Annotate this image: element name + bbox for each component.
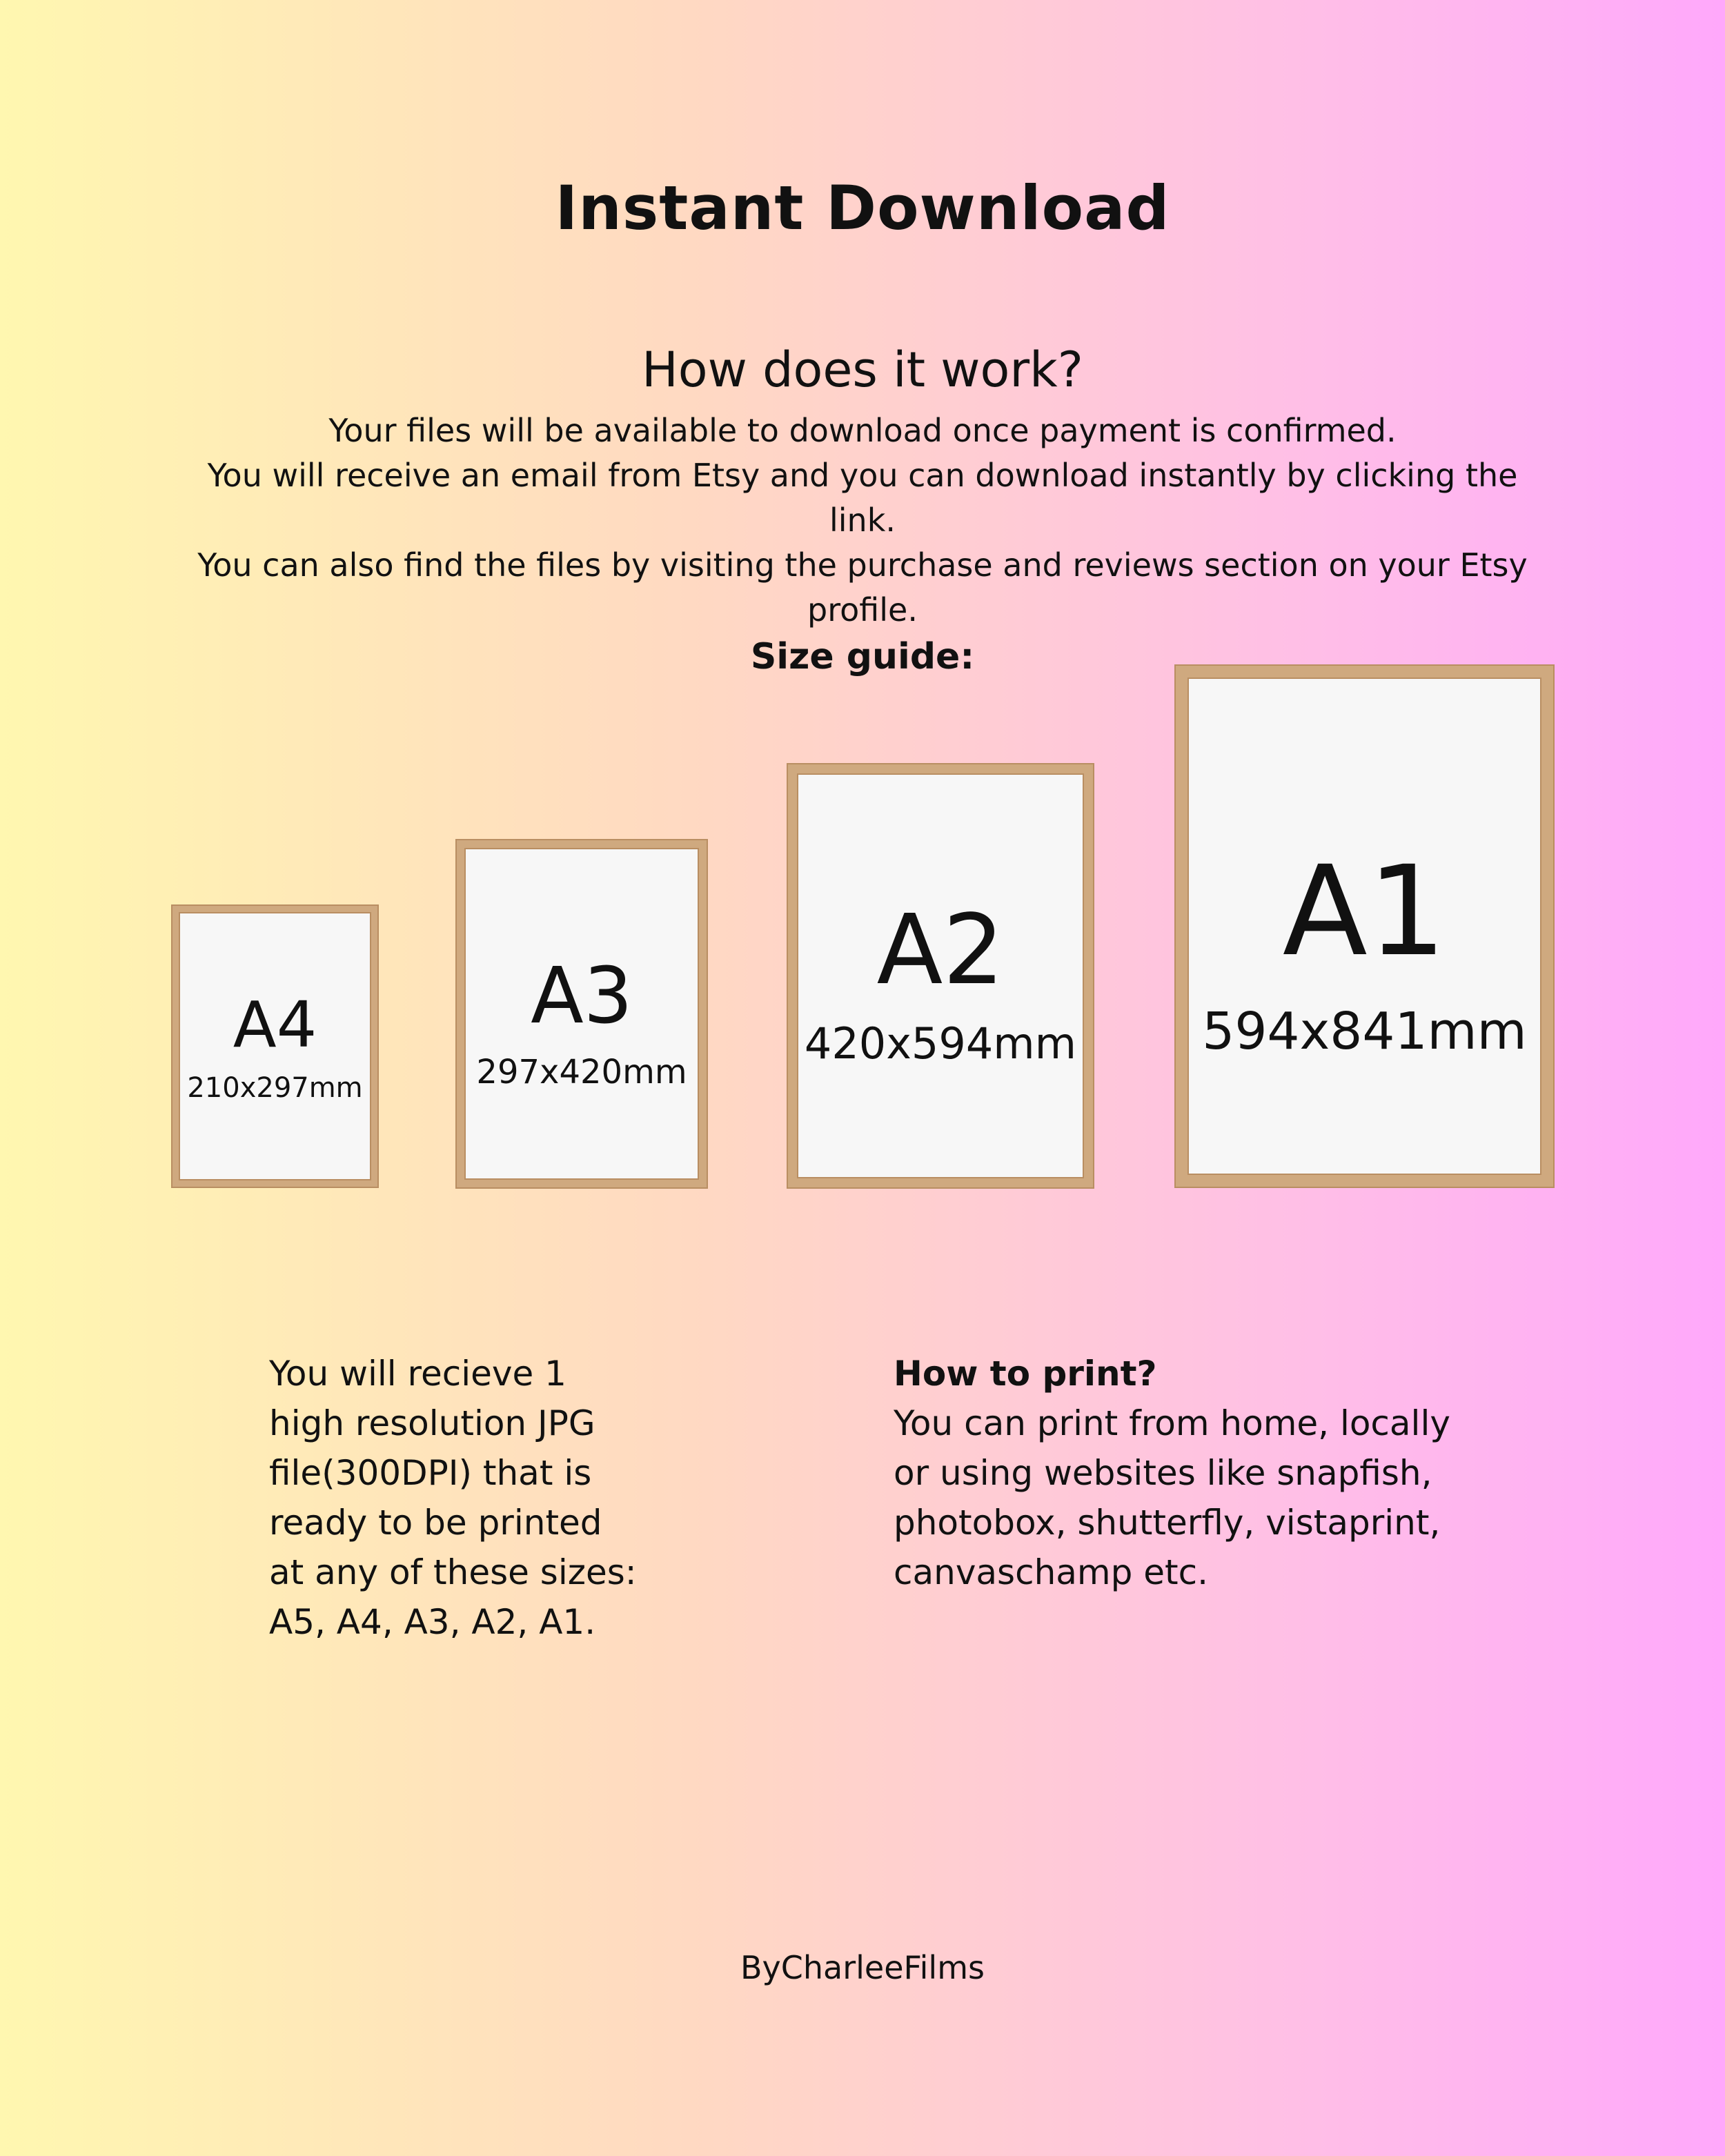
files-info-line: file(300DPI) that is [269,1453,592,1493]
print-info-paragraph [894,1349,1515,1597]
intro-line: profile. [807,591,918,629]
print-info-line: You can print from home, locally [894,1403,1450,1443]
size-name: A4 [233,988,317,1062]
size-name: A2 [876,894,1005,1007]
size-dimensions: 594x841mm [1202,1002,1527,1061]
frame-a3 [457,840,707,1187]
files-info-line: high resolution JPG [269,1403,595,1443]
frame-a1 [1176,666,1553,1187]
size-dimensions: 210x297mm [187,1072,363,1104]
intro-paragraph [186,408,1539,633]
files-info-line: ready to be printed [269,1503,602,1543]
print-info-line: or using websites like snapfish, [894,1453,1432,1493]
print-info-line: canvaschamp etc. [894,1552,1209,1592]
intro-line: You will receive an email from Etsy and you can download instantly by clicking the link. [207,457,1518,539]
size-guide-label: Size guide: [750,636,975,678]
size-name: A1 [1282,840,1447,984]
size-dimensions: 420x594mm [804,1018,1077,1069]
files-info-paragraph [269,1349,711,1647]
page-title: Instant Download [555,172,1170,244]
files-info-line: A5, A4, A3, A2, A1. [269,1602,596,1642]
print-heading: How to print? [894,1354,1157,1394]
size-dimensions: 297x420mm [476,1053,687,1091]
frame-a4 [172,906,377,1187]
intro-line: You can also find the files by visiting the purchase and reviews section on your Etsy [197,546,1528,584]
intro-line: Your files will be available to download once payment is confirmed. [328,412,1397,449]
frame-a2 [788,764,1093,1187]
print-info-line: photobox, shutterfly, vistaprint, [894,1503,1441,1543]
files-info-line: at any of these sizes: [269,1552,637,1592]
footer-brand: ByCharleeFilms [740,1949,985,1986]
files-info-line: You will recieve 1 [269,1354,566,1394]
section-heading: How does it work? [642,342,1083,398]
size-name: A3 [531,951,633,1041]
